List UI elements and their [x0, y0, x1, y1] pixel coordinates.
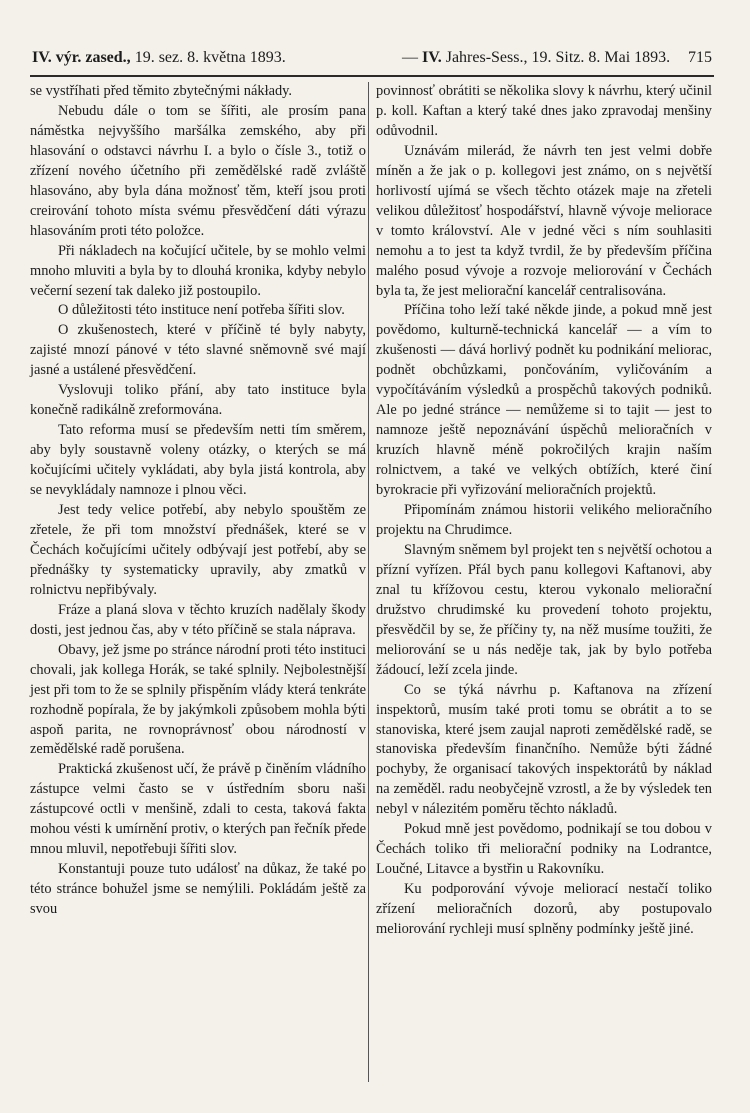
header-date-german: Jahres-Sess., 19. Sitz. 8. Mai 1893. [445, 49, 671, 66]
paragraph: Konstantuji pouze tuto událosť na důkaz, že také po této stránce bohužel jsme se nemýlili. Pokládám ještě za svou [30, 861, 366, 918]
paragraph: Připomínám známou historii velikého melioračního projektu na Chrudimce. [376, 502, 712, 538]
header-date-czech: 19. sez. 8. května 1893. [134, 49, 286, 66]
header-session-roman: IV. [422, 49, 442, 66]
paragraph: Příčina toho leží také někde jinde, a pokud mně jest povědomo, kulturně-technická kancelář — a vím to zkušenosti — dává horlivý podnět ku podnikání meliorac, podnět obchůzkami, pončováním, vyličováním a vypočítáváním výsledků a prospěchů takových podniků. Ale po jedné stránce — nemůžeme si to tajit — jest to namnoze ještě nepoznávání úspěchů melioračních v kruzích hlavně méně pokročilých krajin naším rolnictvem, a také ve velkých obtížích, které činí byrokracie při vyřizování melioračních projektů. [376, 302, 712, 499]
paragraph: Tato reforma musí se především netti tím směrem, aby byly soustavně voleny otázky, o kterých se má kočujícími učitely vykládati, aby byla jistá kontrola, aby se nevykládaly namnoze i plnou věci. [30, 422, 366, 499]
paragraph: Obavy, jež jsme po stránce národní proti této instituci chovali, jak kollega Horák, se také splnily. Nejbolestnější jest při tom to že se splnily přispěním vlády která tenkráte rozhodně popírala, že by jakýmkoli způsobem mohla býti aspoň parita, ne rovnoprávnosť obou národností v zemědělské radě porušena. [30, 641, 366, 758]
column-divider [368, 82, 369, 1082]
paragraph: Nebudu dále o tom se šířiti, ale prosím pana náměstka nejvyššího maršálka zemského, aby při hlasování o odstavci návrhu I. a bylo o čísle 3., totiž o zřízení nového účetního při zemědělské radě zvláště hlasováno, aby byla dána možnosť těm, kteří jsou proti creirování tohoto místa svému přesvědčení dáti výrazu hlasováním proti této položce. [30, 102, 366, 239]
paragraph: O zkušenostech, které v příčině té byly nabyty, zajisté mnozí pánové v této slavné sněmovně své mají jasné a ustálené přesvědčení. [30, 322, 366, 379]
paragraph: Jest tedy velice potřebí, aby nebylo spouštěm ze zřetele, že při tom množství přednášek, které se v Čechách kočujícími učitely odbývají jest potřebí, aby se přednášky ty systematicky upravily, aby zmatků v rolnictvu nepřibývaly. [30, 502, 366, 598]
paragraph: Praktická zkušenost učí, že právě p činěním vládního zástupce velmi často se v ústředním sboru naši zástupcové octli v menšině, zdali to cesta, taková fakta mohou vésti k umírnění protiv, o kterých pan řečník přede mnou mluvil, nepotřebuji šířiti slov. [30, 761, 366, 858]
paragraph: Co se týká návrhu p. Kaftanova na zřízení inspektorů, musím také proti tomu se obrátit a to se stanoviska, které jsem zaujal naproti zemědělské radě, se stanoviska především finančního. Nemůže býti žádné pochyby, že organisací takových inspektorátů by náklad na zeměděl. radu neobyčejně vzrostl, a že by výsledek ten nebyl v nálezitém poměru těchto nákladů. [376, 681, 712, 818]
paragraph: O důležitosti této instituce není potřeba šířiti slov. [58, 302, 345, 319]
paragraph: Pokud mně jest povědomo, podnikají se tou dobou v Čechách toliko tři meliorační podniky na Lodrantce, Loučné, Litavce a bystřin u Rakovníku. [376, 821, 712, 878]
left-column [30, 82, 366, 920]
header-session: IV. výr. zased., [32, 49, 131, 66]
paragraph: Při nákladech na kočující učitele, by se mohlo velmi mnoho mluviti a byla by to dlouhá kronika, kdyby nebylo večerní sezení tak daleko již postoupilo. [30, 242, 366, 299]
header-left [32, 44, 286, 72]
header-center: — IV. Jahres-Sess., 19. Sitz. 8. Mai 1893. [402, 49, 671, 66]
right-column [376, 82, 712, 940]
running-header [32, 44, 712, 72]
page-number: 715 [688, 49, 712, 66]
paragraph: Slavným sněmem byl projekt ten s největší ochotou a přízní vyřízen. Přál bych panu kollegovi Kaftanovi, aby znal tu křížovou cestu, kterou vykonalo meliorační družstvo chrudimské ku provedení tohoto projektu, přesvědčil by se, že příčiny ty, na něž musíme toužiti, že meliorování se u nás neděje tak, jak by bylo potřeba žádoucí, leží zcela jinde. [376, 541, 712, 678]
paragraph: Vyslovuji toliko přání, aby tato instituce byla konečně radikálně zreformována. [30, 382, 366, 419]
header-rule [30, 75, 714, 77]
paragraph: Fráze a planá slova v těchto kruzích nadělaly škody dosti, jest jednou čas, aby v této příčině se stala náprava. [30, 601, 366, 638]
paragraph: Uznávám milerád, že návrh ten jest velmi dobře míněn a že jak o p. kollegovi jest známo, on s největší horlivostí ujímá se všech těchto otázek maje na zřeteli velikou důležitosť hospodářství, hlavně vývoje meliorace v tomto království. Ale v jedné věci s ním souhlasiti nemohu a to jest ta když tvrdil, že by především příčina malého posud vývoje a rozvoje meliorování v Čechách byla ta, že jest meliorační kancelář centralisována. [376, 142, 712, 299]
paragraph: Ku podporování vývoje meliorací nestačí toliko zřízení melioračních dozorů, aby postupovalo meliorování rychleji musí splněny podmínky ještě jiné. [376, 881, 712, 938]
paragraph: povinnosť obrátiti se několika slovy k návrhu, který učinil p. koll. Kaftan a který také dnes jako zpravodaj menšiny odůvodnil. [376, 83, 712, 139]
paragraph: se vystříhati před těmito zbytečnými nákłady. [30, 83, 293, 99]
